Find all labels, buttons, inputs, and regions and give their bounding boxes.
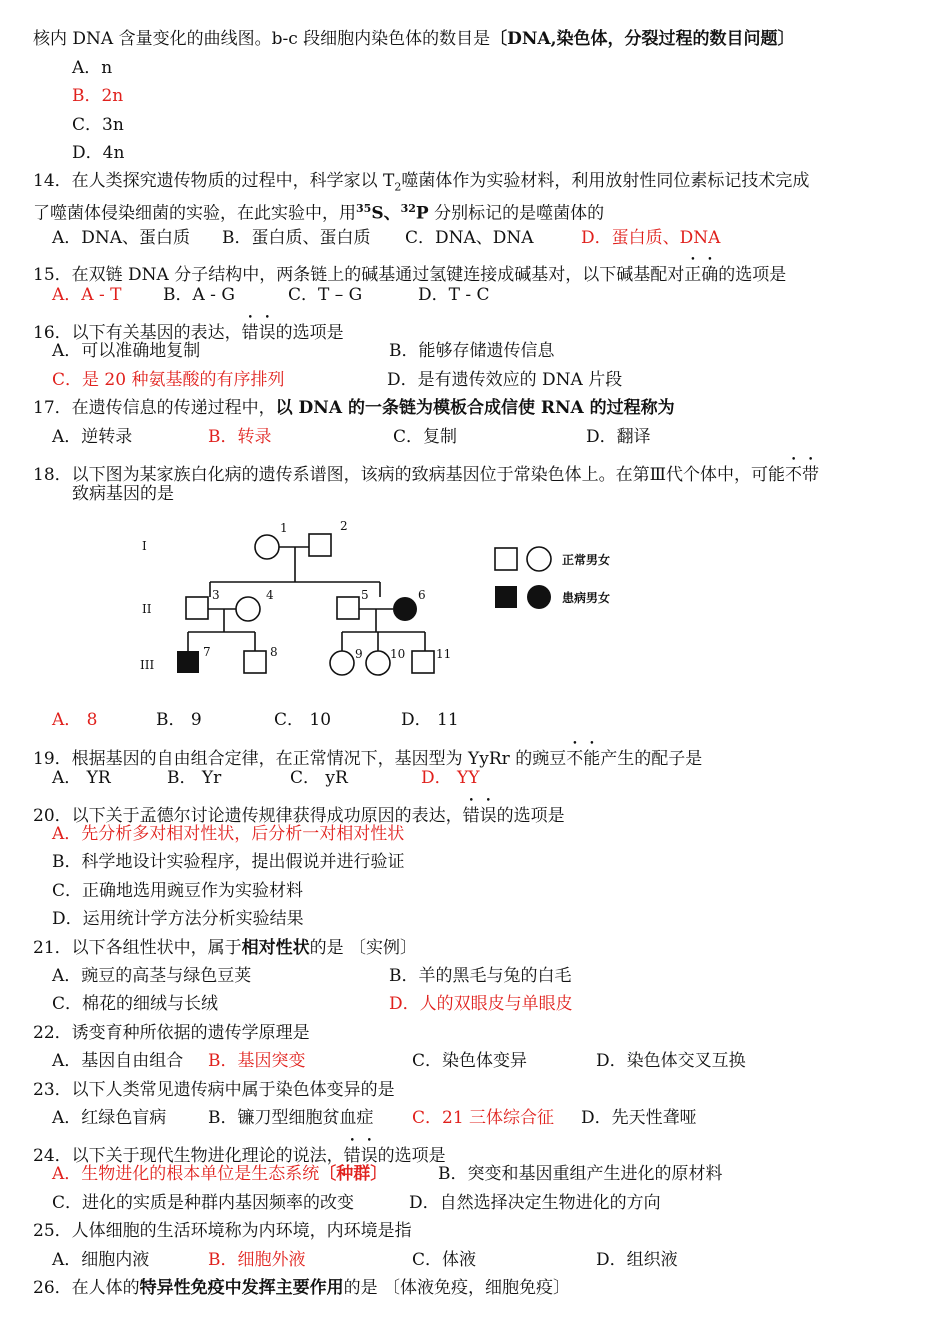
q18-emphasis: 不带 <box>785 465 820 485</box>
q17-option-a: A．逆转录 <box>52 427 133 447</box>
q15-emphasis: 正确 <box>684 265 719 285</box>
gen-label-2: II <box>142 602 152 616</box>
q19-stem-text: 19．根据基因的自由组合定律，在正常情况下，基因型为 YyRr 的豌豆 <box>33 749 567 769</box>
q14-stem-text: 14．在人类探究遗传物质的过程中，科学家以 T <box>33 171 395 191</box>
q21-option-b: B．羊的黑毛与兔的白毛 <box>389 966 572 986</box>
q15-stem-text: 15．在双链 DNA 分子结构中，两条链上的碱基通过氢键连接成碱基对，以下碱基配对 <box>33 265 685 285</box>
q20-stem-text: 20．以下关于孟德尔讨论遗传规律获得成功原因的表达， <box>33 806 463 826</box>
q18-stem <box>33 455 819 486</box>
gen-label-3: III <box>140 658 155 672</box>
q16-stem-end: 的选项是 <box>275 323 344 343</box>
q20-stem-end: 的选项是 <box>496 806 565 826</box>
q17-option-d: D．翻译 <box>586 427 651 447</box>
q23-option-d: D．先天性聋哑 <box>581 1108 697 1128</box>
q21-option-a: A．豌豆的高茎与绿色豆荚 <box>52 966 252 986</box>
legend-affected-male <box>495 586 517 608</box>
q21-option-d: D．人的双眼皮与单眼皮 <box>389 994 573 1014</box>
q22-option-a: A．基因自由组合 <box>52 1051 184 1071</box>
legend-normal-female <box>527 547 551 571</box>
q24-emphasis: 错误 <box>343 1146 378 1166</box>
q15-option-c: C．T – G <box>288 285 363 305</box>
q25-option-b: B．细胞外液 <box>208 1250 306 1270</box>
q15-stem-end: 的选项是 <box>718 265 787 285</box>
q14-phosphorus: P <box>415 203 429 224</box>
q19-option-c: C． yR <box>290 768 348 788</box>
legend-normal-male <box>495 548 517 570</box>
q17-option-c: C．复制 <box>393 427 458 447</box>
q16-option-a: A．可以准确地复制 <box>52 341 201 361</box>
q19-option-d: D． YY <box>421 768 480 788</box>
q23-option-c: C．21 三体综合征 <box>412 1108 555 1128</box>
q14-option-d: D．蛋白质、DNA <box>581 228 721 248</box>
q13-option-d: D．4n <box>72 143 125 163</box>
q25-stem: 25．人体细胞的生活环境称为内环境，内环境是指 <box>33 1221 412 1241</box>
q22-option-c: C．染色体变异 <box>412 1051 528 1071</box>
legend-normal-label: 正常男女 <box>562 553 611 567</box>
q17-stem-bold: 以 DNA 的一条链为模板合成信使 RNA 的过程称为 <box>275 398 675 418</box>
num-9: 9 <box>355 647 363 661</box>
pedigree-individual-4 <box>236 597 260 621</box>
q22-option-d: D．染色体交叉互换 <box>596 1051 746 1071</box>
q24-option-a-text: A．生物进化的根本单位是生态系统 <box>52 1164 320 1184</box>
q18-option-d: D． 11 <box>401 710 459 730</box>
q16-option-d: D．是有遗传效应的 DNA 片段 <box>387 370 623 390</box>
legend-affected-female <box>527 585 551 609</box>
q13-note: 〔DNA,染色体，分裂过程的数目问题〕 <box>490 29 795 49</box>
num-8: 8 <box>270 645 278 659</box>
q20-option-c: C．正确地选用豌豆作为实验材料 <box>52 881 304 901</box>
q26-stem-text: 26．在人体的 <box>33 1278 140 1298</box>
q13-stem-text: 核内 DNA 含量变化的曲线图。b-c 段细胞内染色体的数目是 <box>33 29 491 49</box>
q16-stem-text: 16．以下有关基因的表达， <box>33 323 242 343</box>
q21-stem-text: 21．以下各组性状中，属于 <box>33 938 242 958</box>
num-5: 5 <box>361 588 369 602</box>
q19-stem <box>33 739 702 770</box>
q15-stem <box>33 255 786 286</box>
q14-sup-32: 32 <box>400 202 416 215</box>
q18-stem-line2: 致病基因的是 <box>72 484 174 504</box>
q23-option-b: B．镰刀型细胞贫血症 <box>208 1108 374 1128</box>
q19-emphasis: 不能 <box>566 749 601 769</box>
q24-option-d: D．自然选择决定生物进化的方向 <box>409 1193 661 1213</box>
num-7: 7 <box>203 645 211 659</box>
q20-emphasis: 错误 <box>462 806 497 826</box>
q13-stem <box>33 28 795 50</box>
q24-option-a <box>52 1163 387 1185</box>
q13-option-b: B．2n <box>72 86 124 106</box>
pedigree-individual-6 <box>393 597 417 621</box>
q24-option-b: B．突变和基因重组产生进化的原材料 <box>438 1164 723 1184</box>
q18-option-a: A． 8 <box>52 710 98 730</box>
q20-option-b: B．科学地设计实验程序，提出假说并进行验证 <box>52 852 405 872</box>
q24-stem-text: 24．以下关于现代生物进化理论的说法， <box>33 1146 344 1166</box>
q26-stem-end: 的是 〔体液免疫，细胞免疫〕 <box>343 1278 571 1298</box>
q20-option-a: A．先分析多对相对性状，后分析一对相对性状 <box>52 824 405 844</box>
q21-option-c: C．棉花的细绒与长绒 <box>52 994 219 1014</box>
num-11: 11 <box>436 647 452 661</box>
pedigree-individual-7 <box>177 651 199 673</box>
pedigree-chart <box>130 510 650 685</box>
q14-sulfur: S <box>371 203 384 224</box>
q13-option-c: C．3n <box>72 115 124 135</box>
pedigree-individual-1 <box>255 535 279 559</box>
q13-option-a: A．n <box>72 58 113 78</box>
q14-option-b: B．蛋白质、蛋白质 <box>222 228 371 248</box>
q17-stem-text: 17．在遗传信息的传递过程中， <box>33 398 276 418</box>
num-10: 10 <box>390 647 406 661</box>
q14-sep: 、 <box>383 203 401 224</box>
num-1: 1 <box>280 521 288 535</box>
q24-option-c: C．进化的实质是种群内基因频率的改变 <box>52 1193 355 1213</box>
q24-stem-end: 的选项是 <box>377 1146 446 1166</box>
q21-stem-end: 的是 〔实例〕 <box>309 938 418 958</box>
q23-stem: 23．以下人类常见遗传病中属于染色体变异的是 <box>33 1080 395 1100</box>
q17-stem <box>33 397 675 419</box>
q16-option-b: B．能够存储遗传信息 <box>389 341 555 361</box>
q18-option-c: C． 10 <box>274 710 332 730</box>
q25-option-a: A．细胞内液 <box>52 1250 150 1270</box>
pedigree-individual-9 <box>330 651 354 675</box>
pedigree-individual-2 <box>309 534 331 556</box>
q21-stem-bold: 相对性状 <box>241 938 310 958</box>
q24-option-a-note: 〔种群〕 <box>319 1164 388 1184</box>
q14-stem-line1 <box>33 170 809 198</box>
q16-emphasis: 错误 <box>241 323 276 343</box>
pedigree-individual-11 <box>412 651 434 673</box>
q14-stem-line2-end: 分别标记的是噬菌体的 <box>434 203 605 224</box>
num-3: 3 <box>212 588 220 602</box>
q19-option-b: B． Yr <box>167 768 222 788</box>
q23-option-a: A．红绿色盲病 <box>52 1108 167 1128</box>
q21-stem <box>33 937 417 959</box>
pedigree-individual-10 <box>366 651 390 675</box>
q15-option-a: A．A - T <box>52 285 122 305</box>
q14-stem-line2 <box>33 198 604 225</box>
num-4: 4 <box>266 588 274 602</box>
q14-stem-text-cont: 噬菌体作为实验材料，利用放射性同位素标记技术完成 <box>401 171 810 191</box>
q22-option-b: B．基因突变 <box>208 1051 306 1071</box>
q17-option-b: B．转录 <box>208 427 272 447</box>
q16-option-c: C．是 20 种氨基酸的有序排列 <box>52 370 285 390</box>
q25-option-c: C．体液 <box>412 1250 477 1270</box>
q25-option-d: D．组织液 <box>596 1250 678 1270</box>
q15-option-b: B．A - G <box>163 285 235 305</box>
q19-stem-end: 产生的配子是 <box>600 749 703 769</box>
q14-option-c: C．DNA、DNA <box>405 228 534 248</box>
q14-sup-35: 35 <box>356 202 372 215</box>
legend-affected-label: 患病男女 <box>562 591 611 605</box>
q19-option-a: A． YR <box>52 768 111 788</box>
gen-label-1: I <box>142 539 147 553</box>
q22-stem: 22．诱变育种所依据的遗传学原理是 <box>33 1023 310 1043</box>
q14-stem-line2-text: 了噬菌体侵染细菌的实验，在此实验中，用 <box>33 203 356 224</box>
q14-option-a: A．DNA、蛋白质 <box>52 228 191 248</box>
pedigree-individual-5 <box>337 597 359 619</box>
num-6: 6 <box>418 588 426 602</box>
pedigree-individual-8 <box>244 651 266 673</box>
q18-option-b: B． 9 <box>156 710 202 730</box>
q18-stem-text: 18．以下图为某家族白化病的遗传系谱图，该病的致病基因位于常染色体上。在第Ⅲ代个体中，可能 <box>33 465 786 485</box>
pedigree-individual-3 <box>186 597 208 619</box>
num-2: 2 <box>340 519 348 533</box>
q14-subscript: 2 <box>394 180 402 194</box>
q26-stem <box>33 1277 570 1299</box>
q20-option-d: D．运用统计学方法分析实验结果 <box>52 909 304 929</box>
q15-option-d: D．T - C <box>418 285 490 305</box>
q26-stem-bold: 特异性免疫中发挥主要作用 <box>139 1278 344 1298</box>
